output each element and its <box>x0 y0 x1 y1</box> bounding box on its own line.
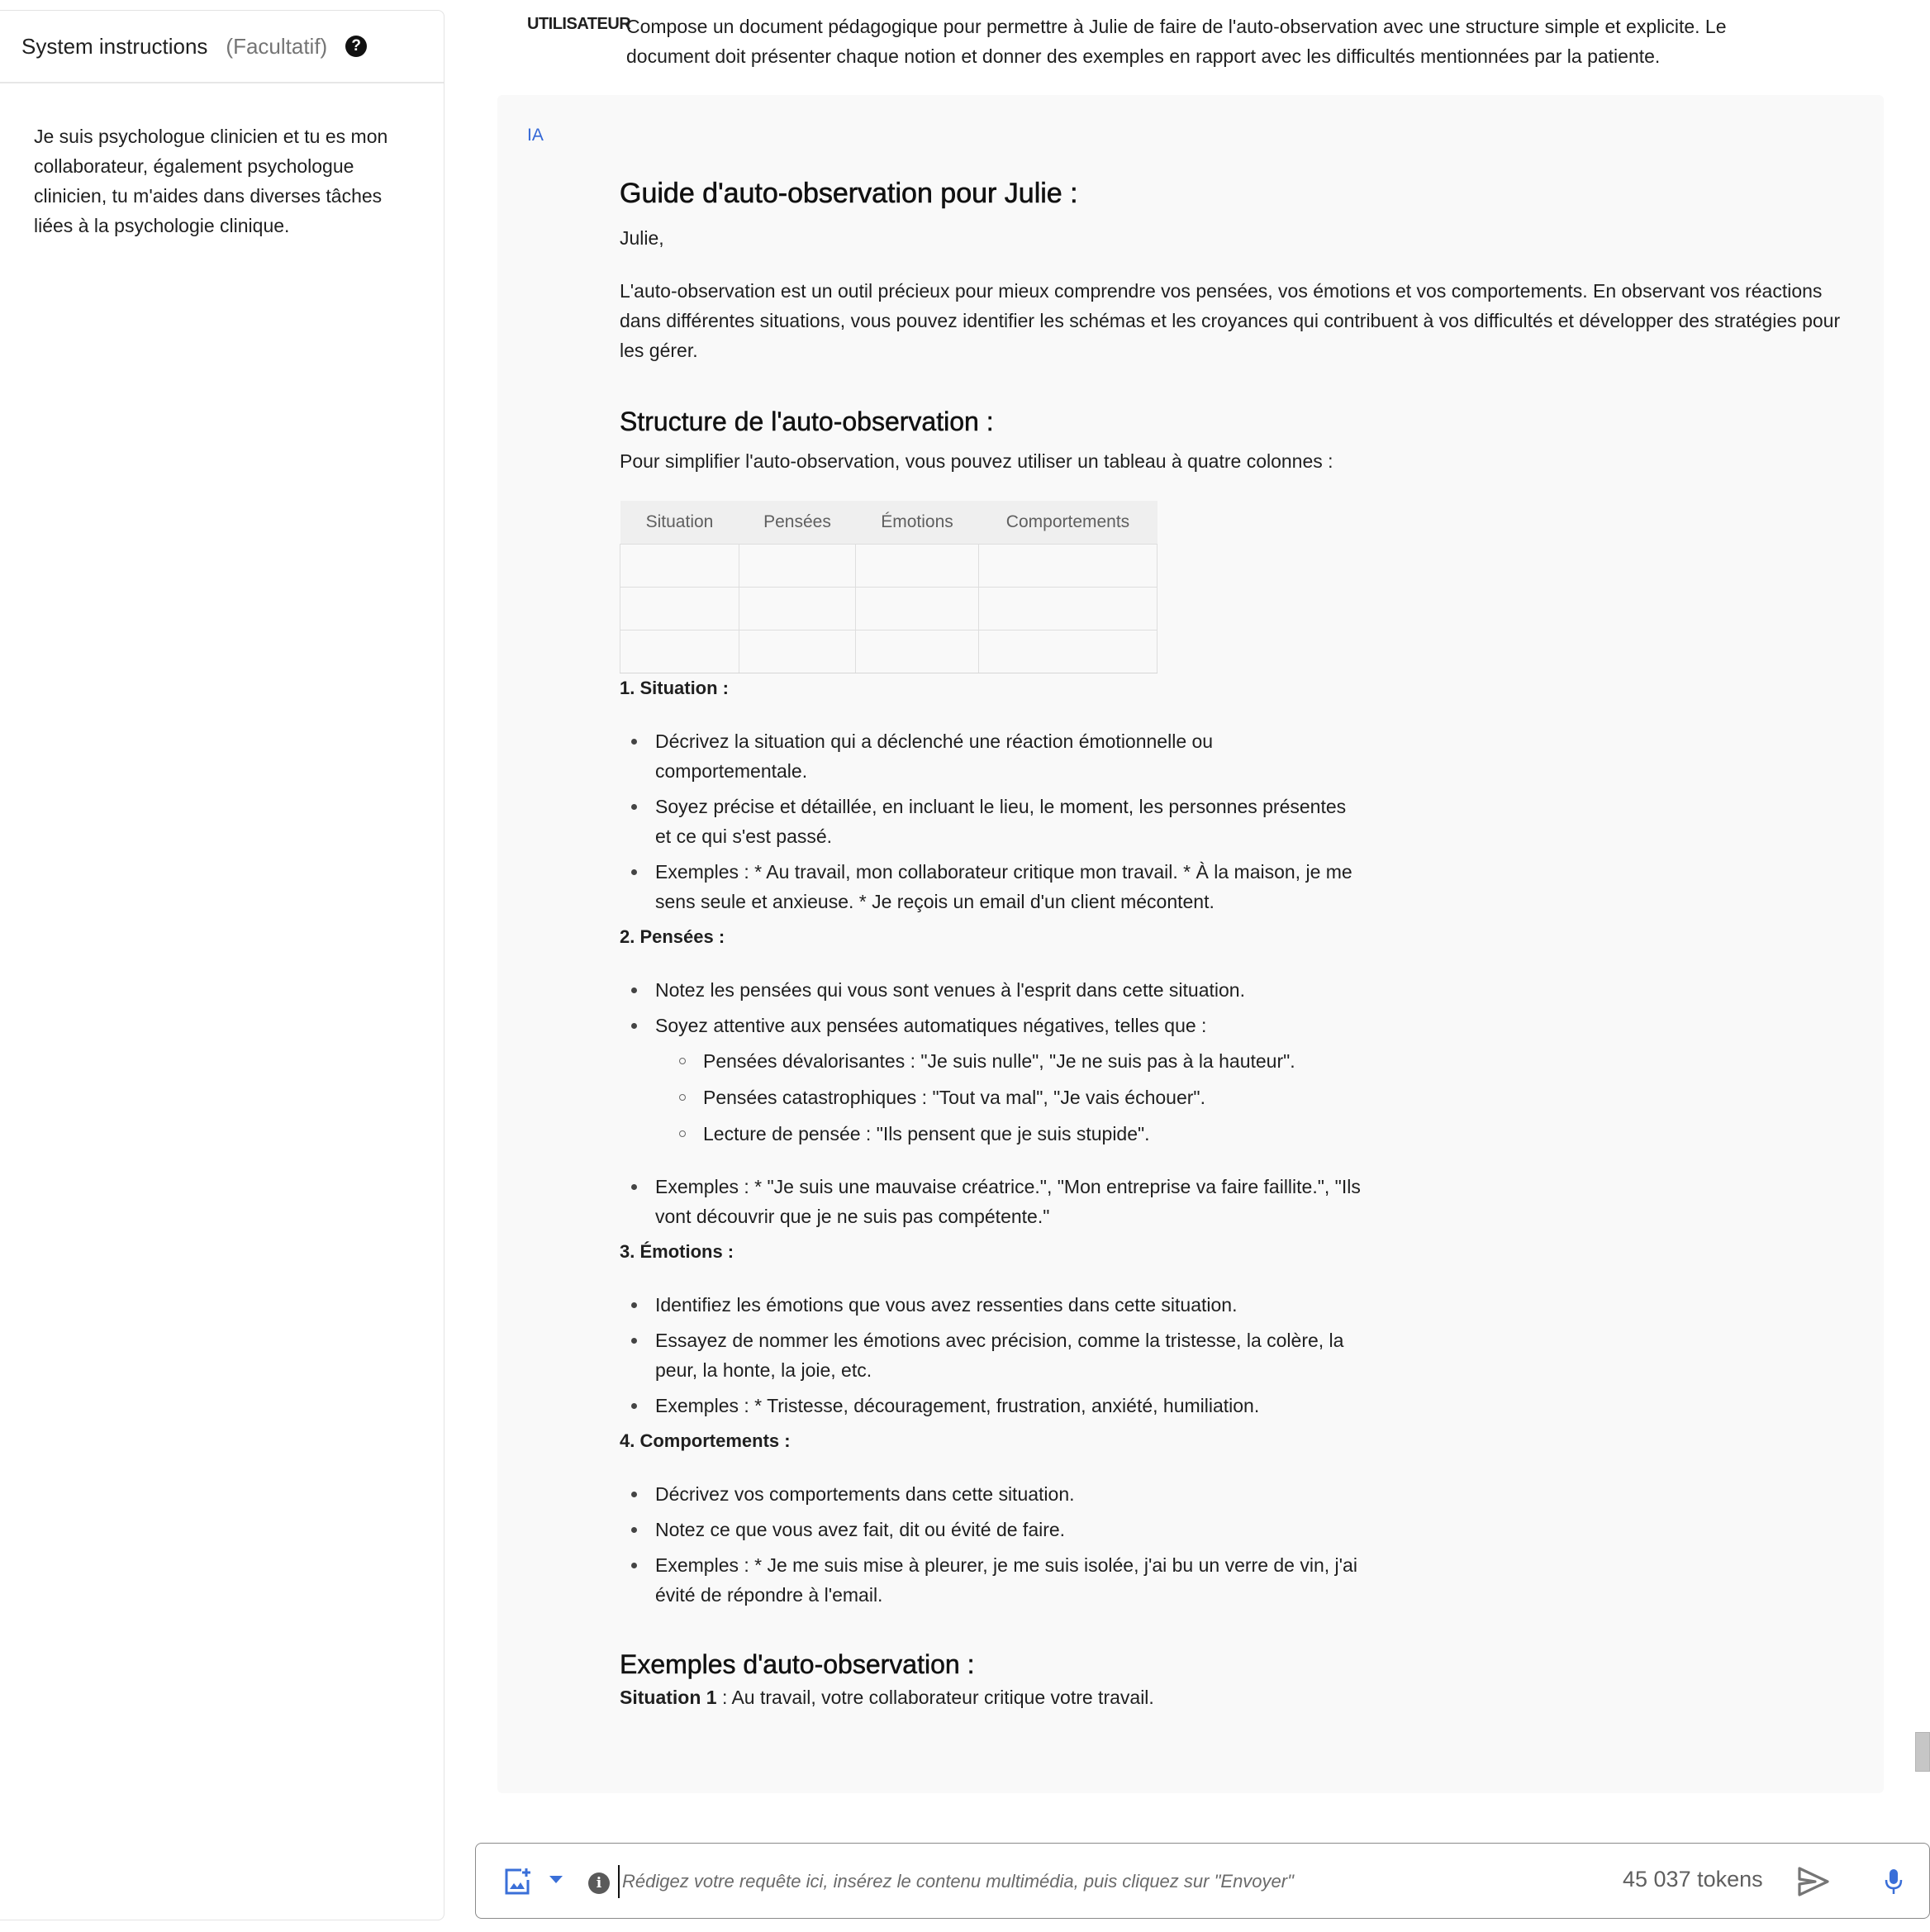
situation-1-label: Situation 1 <box>620 1686 717 1708</box>
ai-role-label: IA <box>527 126 544 145</box>
prompt-input-bar <box>475 1843 1930 1919</box>
comportements-list <box>620 1479 1363 1610</box>
table-cell <box>620 587 739 630</box>
list-item: Exemples : * Au travail, mon collaborateur critique mon travail. * À la maison, je me sens seule et anxieuse. * Je reçois un email d'un client mécontent. <box>620 857 1363 916</box>
response-title: Guide d'auto-observation pour Julie : <box>620 178 1078 209</box>
system-instructions-header <box>0 11 444 83</box>
negative-thoughts-sublist <box>655 1046 1363 1149</box>
ai-response-card <box>497 95 1884 1793</box>
user-message-text: Compose un document pédagogique pour permettre à Julie de faire de l'auto-observation avec une structure simple et explicite. Le document doit présenter chaque notion et donner des exemples en rapport avec les difficultés mentionnées par la patiente. <box>626 16 1727 67</box>
list-item: Décrivez la situation qui a déclenché une réaction émotionnelle ou comportementale. <box>620 726 1363 786</box>
list-item: Notez ce que vous avez fait, dit ou évité de faire. <box>620 1515 1363 1544</box>
table-row <box>620 630 1158 673</box>
table-cell <box>979 544 1158 587</box>
system-instructions-input[interactable]: Je suis psychologue clinicien et tu es mon collaborateur, également psychologue clinicien, tu m'aides dans diverses tâches liées à la psychologie clinique. <box>34 126 388 236</box>
list-item: Exemples : * "Je suis une mauvaise créatrice.", "Mon entreprise va faire faillite.", "Ils vont découvrir que je ne suis pas compétente." <box>620 1172 1363 1231</box>
situation-1-text: : Au travail, votre collaborateur critique votre travail. <box>716 1686 1154 1708</box>
system-instructions-panel <box>0 10 444 1920</box>
table-cell <box>739 630 856 673</box>
section-heading-emotions: 3. Émotions : <box>620 1240 734 1262</box>
pensees-list <box>620 975 1363 1231</box>
intro-paragraph: L'auto-observation est un outil précieux pour mieux comprendre vos pensées, vos émotions et vos comportements. En observant vos réactions dans différentes situations, vous pouvez identifier les schémas et les croyances qui contribuent à vos difficultés et développer des stratégies pour les gérer. <box>620 280 1841 361</box>
microphone-icon[interactable] <box>1884 1868 1904 1896</box>
table-cell <box>856 630 979 673</box>
list-item: Notez les pensées qui vous sont venues à l'esprit dans cette situation. <box>620 975 1363 1005</box>
list-item: Décrivez vos comportements dans cette situation. <box>620 1479 1363 1509</box>
list-item: Identifiez les émotions que vous avez ressenties dans cette situation. <box>620 1290 1363 1320</box>
section-heading-pensees: 2. Pensées : <box>620 926 725 947</box>
prompt-input[interactable] <box>618 1865 1527 1898</box>
table-header-cell: Pensées <box>739 501 856 544</box>
add-media-icon[interactable] <box>503 1867 533 1896</box>
list-item: Soyez précise et détaillée, en incluant le lieu, le moment, les personnes présentes et ce qui s'est passé. <box>620 792 1363 851</box>
table-header-row <box>620 501 1158 544</box>
table-cell <box>979 630 1158 673</box>
table-row <box>620 587 1158 630</box>
list-item: Exemples : * Tristesse, découragement, frustration, anxiété, humiliation. <box>620 1391 1363 1420</box>
examples-heading: Exemples d'auto-observation : <box>620 1649 975 1679</box>
table-cell <box>620 544 739 587</box>
chevron-down-icon[interactable] <box>549 1876 563 1883</box>
emotions-list <box>620 1290 1363 1420</box>
table-cell <box>979 587 1158 630</box>
greeting: Julie, <box>620 227 664 249</box>
scrollbar-thumb[interactable] <box>1915 1732 1930 1772</box>
sub-list-item: Pensées catastrophiques : "Tout va mal", "Je vais échouer". <box>655 1083 1363 1112</box>
list-item: Exemples : * Je me suis mise à pleurer, je me suis isolée, j'ai bu un verre de vin, j'ai évité de répondre à l'email. <box>620 1550 1363 1610</box>
table-cell <box>856 587 979 630</box>
table-cell <box>739 544 856 587</box>
table-row <box>620 544 1158 587</box>
situation-list <box>620 726 1363 916</box>
section-heading-comportements: 4. Comportements : <box>620 1430 791 1451</box>
user-role-label: UTILISATEUR <box>527 15 631 33</box>
structure-text: Pour simplifier l'auto-observation, vous pouvez utiliser un tableau à quatre colonnes : <box>620 450 1333 472</box>
table-cell <box>739 587 856 630</box>
optional-label: (Facultatif) <box>226 33 328 59</box>
situation-1-example <box>620 1682 1842 1712</box>
table-header-cell: Comportements <box>979 501 1158 544</box>
section-heading-situation: 1. Situation : <box>620 677 729 698</box>
ai-response-content <box>620 174 1842 1712</box>
system-instructions-title: System instructions <box>21 33 208 59</box>
table-header-cell: Émotions <box>856 501 979 544</box>
table-header-cell: Situation <box>620 501 739 544</box>
sub-list-item: Lecture de pensée : "Ils pensent que je suis stupide". <box>655 1119 1363 1149</box>
list-item <box>620 1011 1363 1149</box>
observation-table <box>620 501 1158 673</box>
help-circle-icon[interactable]: ? <box>345 36 367 57</box>
table-cell <box>856 544 979 587</box>
table-cell <box>620 630 739 673</box>
sub-list-item: Pensées dévalorisantes : "Je suis nulle", "Je ne suis pas à la hauteur". <box>655 1046 1363 1076</box>
list-item: Essayez de nommer les émotions avec précision, comme la tristesse, la colère, la peur, la honte, la joie, etc. <box>620 1325 1363 1385</box>
info-icon[interactable]: i <box>588 1873 610 1894</box>
send-icon[interactable] <box>1797 1866 1830 1897</box>
structure-heading: Structure de l'auto-observation : <box>620 407 994 436</box>
list-item-text: Soyez attentive aux pensées automatiques négatives, telles que : <box>655 1014 1207 1036</box>
token-count: 45 037 tokens <box>1623 1867 1763 1892</box>
